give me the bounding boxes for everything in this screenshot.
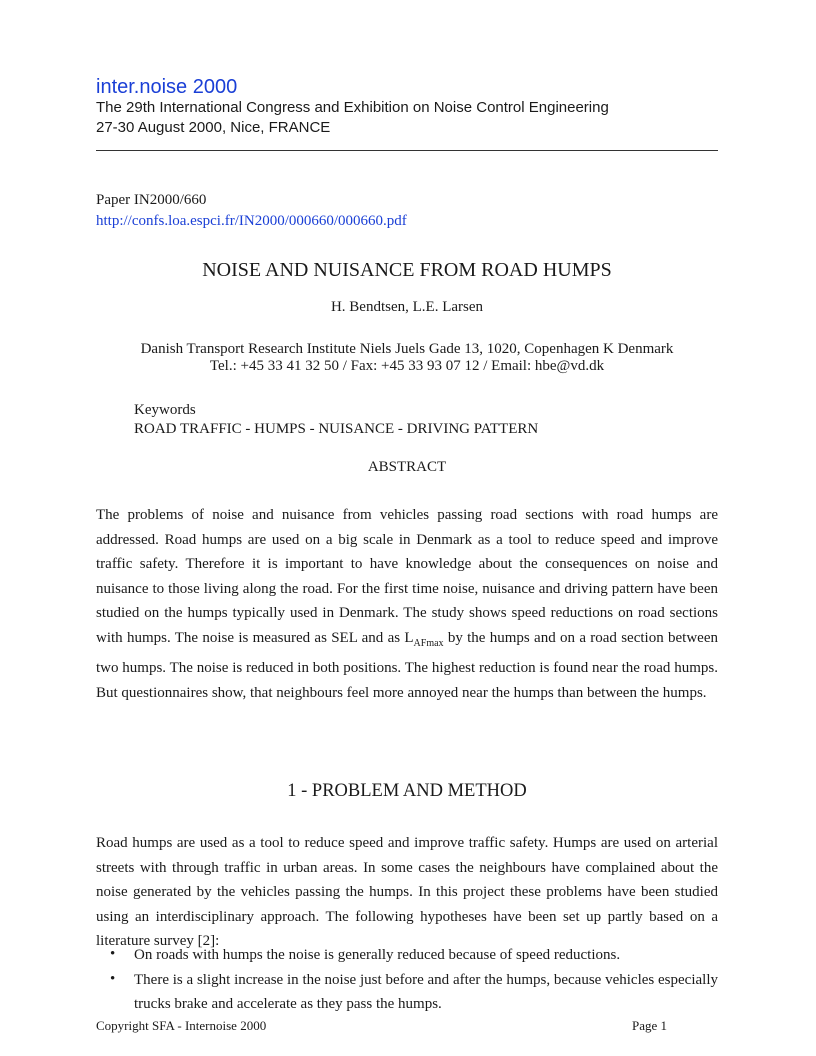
list-item-text: There is a slight increase in the noise just before and after the humps, because vehicles especially trucks brake and accelerate as they pass the humps. xyxy=(134,971,718,1012)
keywords-list: ROAD TRAFFIC - HUMPS - NUISANCE - DRIVING PATTERN xyxy=(134,421,539,437)
abstract-text-end: by the humps and on a road section between two humps. The noise is reduced in both positions. The highest reduction is found near the road humps. But questionnaires show, that neighbours feel more annoyed near the humps than between the humps. xyxy=(96,629,718,701)
affiliation-contact: Tel.: +45 33 41 32 50 / Fax: +45 33 93 07 12 / Email: hbe@vd.dk xyxy=(209,358,605,374)
conference-subtitle: The 29th International Congress and Exhibition on Noise Control Engineering xyxy=(96,99,609,116)
abstract-subscript: AFmax xyxy=(413,637,444,649)
section-paragraph: Road humps are used as a tool to reduce speed and improve traffic safety. Humps are used on arterial streets with through traffic in urban areas. In some cases the neighbours have complained about the noise generated by the vehicles passing the humps. In this project these problems have been studied using an interdisciplinary approach. The following hypotheses have been set up partly based on a literature survey [2]: xyxy=(96,835,718,949)
list-item xyxy=(108,943,718,968)
section-heading: 1 - PROBLEM AND METHOD xyxy=(287,781,527,801)
abstract-heading: ABSTRACT xyxy=(367,459,447,475)
hypotheses-list xyxy=(108,943,718,1017)
list-item-text: On roads with humps the noise is generally reduced because of speed reductions. xyxy=(134,947,621,963)
abstract-paragraph xyxy=(96,503,718,705)
list-item xyxy=(108,968,718,1017)
bullet-icon: • xyxy=(110,946,116,962)
authors: H. Bendtsen, L.E. Larsen xyxy=(330,299,484,315)
footer-copyright: Copyright SFA - Internoise 2000 xyxy=(96,1018,267,1033)
paper-id: Paper IN2000/660 xyxy=(96,192,207,208)
bullet-icon: • xyxy=(110,970,116,987)
conference-title: inter.noise 2000 xyxy=(96,76,238,98)
paper-title: NOISE AND NUISANCE FROM ROAD HUMPS xyxy=(202,259,612,281)
header-divider xyxy=(96,150,718,151)
keywords-label: Keywords xyxy=(134,402,196,418)
paper-url-link[interactable]: http://confs.loa.espci.fr/IN2000/000660/000660.pdf xyxy=(96,213,407,229)
footer-page-number: Page 1 xyxy=(632,1018,668,1033)
affiliation-address: Danish Transport Research Institute Niels Juels Gade 13, 1020, Copenhagen K Denmark xyxy=(140,341,674,357)
conference-date-location: 27-30 August 2000, Nice, FRANCE xyxy=(96,119,331,136)
abstract-text-start: The problems of noise and nuisance from vehicles passing road sections with road humps are addressed. Road humps are used on a big scale in Denmark as a tool to reduce speed and improve traffic safety. Therefore it is important to have knowledge about the consequences on noise and nuisance to those living along the road. For the first time noise, nuisance and driving pattern have been studied on the humps typically used in Denmark. The study shows speed reductions on road sections with humps. The noise is measured as SEL and as L xyxy=(96,507,718,646)
